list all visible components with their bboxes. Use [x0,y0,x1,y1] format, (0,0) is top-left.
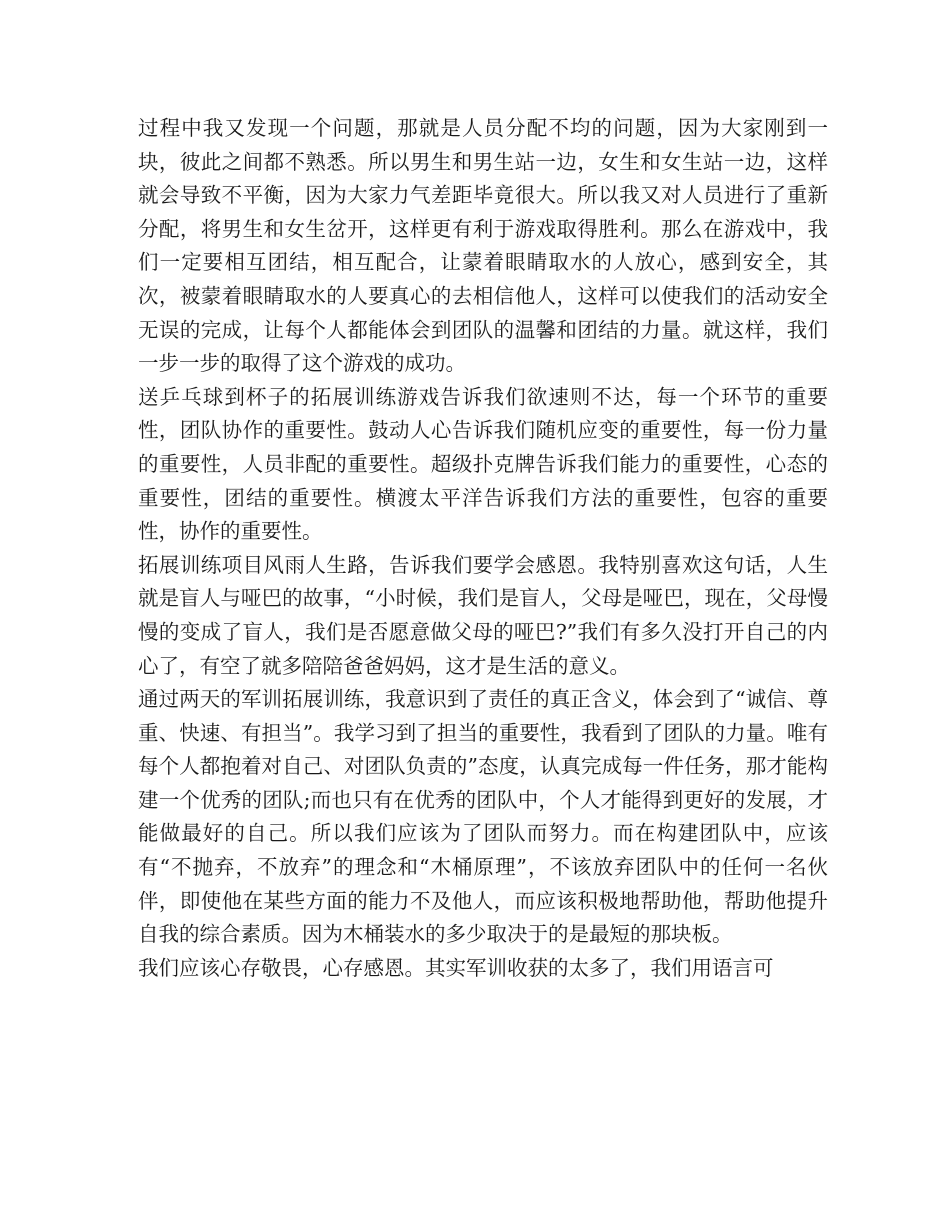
paragraph-4: 通过两天的军训拓展训练，我意识到了责任的真正含义，体会到了“诚信、尊重、快速、有担当”。我学习到了担当的重要性，我看到了团队的力量。唯有每个人都抱着对自己、对团队负责的”态度，认真完成每一件任务，那才能构建一个优秀的团队;而也只有在优秀的团队中，个人才能得到更好的发展，才能做最好的自己。所以我们应该为了团队而努力。而在构建团队中，应该有“不抛弃，不放弃”的理念和“木桶原理”，不该放弃团队中的任何一名伙伴，即使他在某些方面的能力不及他人，而应该积极地帮助他，帮助他提升自我的综合素质。因为木桶装水的多少取决于的是最短的那块板。 [138,687,828,947]
paragraph-3: 拓展训练项目风雨人生路，告诉我们要学会感恩。我特别喜欢这句话，人生就是盲人与哑巴的故事，“小时候，我们是盲人，父母是哑巴，现在，父母慢慢的变成了盲人，我们是否愿意做父母的哑巴?”我们有多久没打开自己的内心了，有空了就多陪陪爸爸妈妈，这才是生活的意义。 [138,552,828,678]
paragraph-2: 送乒乓球到杯子的拓展训练游戏告诉我们欲速则不达，每一个环节的重要性，团队协作的重要性。鼓动人心告诉我们随机应变的重要性，每一份力量的重要性，人员非配的重要性。超级扑克牌告诉我们能力的重要性，心态的重要性，团结的重要性。横渡太平洋告诉我们方法的重要性，包容的重要性，协作的重要性。 [138,384,828,544]
paragraph-5: 我们应该心存敬畏，心存感恩。其实军训收获的太多了，我们用语言可 [138,955,774,980]
document-body [138,112,828,985]
paragraph-1: 过程中我又发现一个问题，那就是人员分配不均的问题，因为大家刚到一块，彼此之间都不熟悉。所以男生和男生站一边，女生和女生站一边，这样就会导致不平衡，因为大家力气差距毕竟很大。所以我又对人员进行了重新分配，将男生和女生岔开，这样更有利于游戏取得胜利。那么在游戏中，我们一定要相互团结，相互配合，让蒙着眼睛取水的人放心，感到安全，其次，被蒙着眼睛取水的人要真心的去相信他人，这样可以使我们的活动安全无误的完成，让每个人都能体会到团队的温馨和团结的力量。就这样，我们一步一步的取得了这个游戏的成功。 [138,116,828,376]
